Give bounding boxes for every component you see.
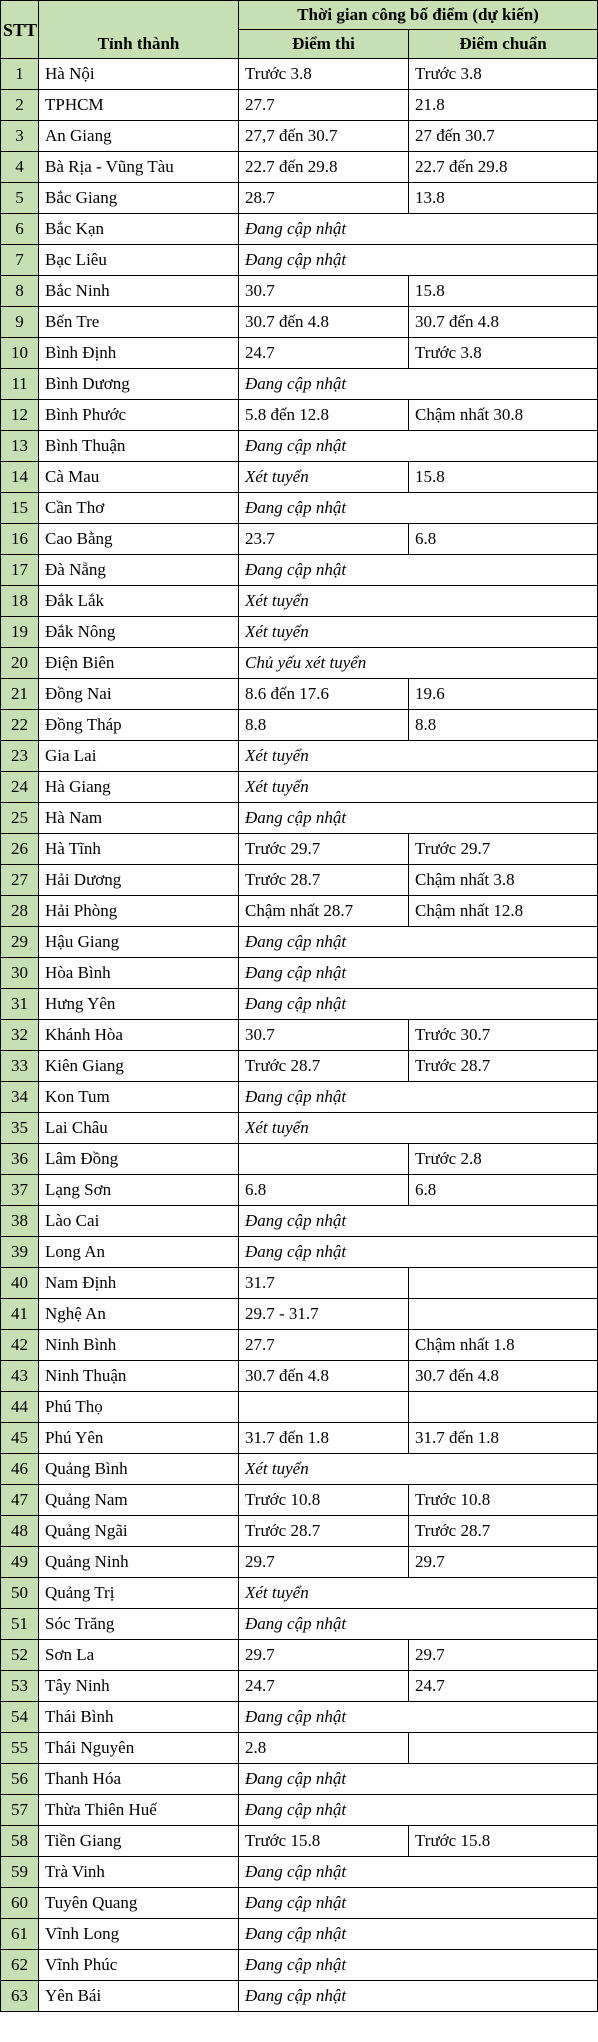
province-cell: Thanh Hóa bbox=[39, 1764, 239, 1795]
table-row bbox=[1, 648, 598, 679]
standard-score-cell: 29.7 bbox=[409, 1640, 598, 1671]
status-cell: Đang cập nhật bbox=[239, 1857, 598, 1888]
standard-score-cell: Trước 3.8 bbox=[409, 338, 598, 369]
table-row bbox=[1, 1609, 598, 1640]
table-row bbox=[1, 586, 598, 617]
stt-cell: 45 bbox=[1, 1423, 39, 1454]
table-row bbox=[1, 1299, 598, 1330]
table-row bbox=[1, 338, 598, 369]
exam-score-cell: Trước 3.8 bbox=[239, 59, 409, 90]
exam-score-cell: Trước 28.7 bbox=[239, 865, 409, 896]
status-cell: Đang cập nhật bbox=[239, 245, 598, 276]
province-cell: Bến Tre bbox=[39, 307, 239, 338]
province-cell: Quảng Nam bbox=[39, 1485, 239, 1516]
province-cell: Bình Định bbox=[39, 338, 239, 369]
stt-cell: 40 bbox=[1, 1268, 39, 1299]
stt-cell: 29 bbox=[1, 927, 39, 958]
table-row bbox=[1, 400, 598, 431]
province-cell: Hậu Giang bbox=[39, 927, 239, 958]
province-cell: Lai Châu bbox=[39, 1113, 239, 1144]
province-cell: Yên Bái bbox=[39, 1981, 239, 2012]
table-row bbox=[1, 741, 598, 772]
status-cell: Đang cập nhật bbox=[239, 927, 598, 958]
exam-score-cell: 8.6 đến 17.6 bbox=[239, 679, 409, 710]
exam-score-cell: 24.7 bbox=[239, 338, 409, 369]
status-cell: Đang cập nhật bbox=[239, 1919, 598, 1950]
province-cell: Cần Thơ bbox=[39, 493, 239, 524]
table-row bbox=[1, 834, 598, 865]
table-row bbox=[1, 710, 598, 741]
province-cell: Thái Nguyên bbox=[39, 1733, 239, 1764]
standard-score-cell: 27 đến 30.7 bbox=[409, 121, 598, 152]
table-row bbox=[1, 1826, 598, 1857]
standard-score-cell: Trước 15.8 bbox=[409, 1826, 598, 1857]
standard-score-cell bbox=[409, 1733, 598, 1764]
table-row bbox=[1, 307, 598, 338]
standard-score-cell: 21.8 bbox=[409, 90, 598, 121]
stt-cell: 43 bbox=[1, 1361, 39, 1392]
stt-cell: 59 bbox=[1, 1857, 39, 1888]
standard-score-cell: 30.7 đến 4.8 bbox=[409, 307, 598, 338]
exam-score-cell bbox=[239, 1144, 409, 1175]
province-cell: An Giang bbox=[39, 121, 239, 152]
table-row bbox=[1, 1268, 598, 1299]
province-cell: Hà Nội bbox=[39, 59, 239, 90]
province-cell: Nam Định bbox=[39, 1268, 239, 1299]
table-row bbox=[1, 1237, 598, 1268]
stt-cell: 6 bbox=[1, 214, 39, 245]
table-row bbox=[1, 1485, 598, 1516]
status-cell: Xét tuyển bbox=[239, 1113, 598, 1144]
table-row bbox=[1, 1020, 598, 1051]
table-row bbox=[1, 276, 598, 307]
status-cell: Đang cập nhật bbox=[239, 989, 598, 1020]
stt-cell: 46 bbox=[1, 1454, 39, 1485]
table-row bbox=[1, 1175, 598, 1206]
table-row bbox=[1, 1888, 598, 1919]
exam-score-cell: 30.7 bbox=[239, 1020, 409, 1051]
stt-cell: 42 bbox=[1, 1330, 39, 1361]
table-row bbox=[1, 1330, 598, 1361]
stt-cell: 5 bbox=[1, 183, 39, 214]
standard-score-cell: Trước 28.7 bbox=[409, 1516, 598, 1547]
stt-cell: 17 bbox=[1, 555, 39, 586]
exam-score-cell: 28.7 bbox=[239, 183, 409, 214]
stt-cell: 26 bbox=[1, 834, 39, 865]
table-row bbox=[1, 1361, 598, 1392]
stt-cell: 50 bbox=[1, 1578, 39, 1609]
standard-score-column-header: Điểm chuẩn bbox=[409, 30, 598, 59]
province-cell: Sơn La bbox=[39, 1640, 239, 1671]
table-row bbox=[1, 1516, 598, 1547]
table-row bbox=[1, 1671, 598, 1702]
stt-cell: 54 bbox=[1, 1702, 39, 1733]
stt-cell: 31 bbox=[1, 989, 39, 1020]
province-cell: Thừa Thiên Huế bbox=[39, 1795, 239, 1826]
province-cell: Nghệ An bbox=[39, 1299, 239, 1330]
stt-cell: 47 bbox=[1, 1485, 39, 1516]
stt-cell: 13 bbox=[1, 431, 39, 462]
stt-cell: 37 bbox=[1, 1175, 39, 1206]
table-row bbox=[1, 1144, 598, 1175]
standard-score-cell: 8.8 bbox=[409, 710, 598, 741]
province-cell: Bình Thuận bbox=[39, 431, 239, 462]
province-cell: Ninh Bình bbox=[39, 1330, 239, 1361]
province-cell: Tây Ninh bbox=[39, 1671, 239, 1702]
table-row bbox=[1, 1702, 598, 1733]
status-cell: Đang cập nhật bbox=[239, 1237, 598, 1268]
stt-cell: 11 bbox=[1, 369, 39, 400]
standard-score-cell: 22.7 đến 29.8 bbox=[409, 152, 598, 183]
province-cell: Bà Rịa - Vũng Tàu bbox=[39, 152, 239, 183]
status-cell: Đang cập nhật bbox=[239, 1950, 598, 1981]
province-cell: Phú Yên bbox=[39, 1423, 239, 1454]
status-cell: Đang cập nhật bbox=[239, 1702, 598, 1733]
exam-score-cell bbox=[239, 1392, 409, 1423]
province-cell: Bắc Ninh bbox=[39, 276, 239, 307]
exam-score-cell: 31.7 bbox=[239, 1268, 409, 1299]
table-row bbox=[1, 1578, 598, 1609]
standard-score-cell: Chậm nhất 1.8 bbox=[409, 1330, 598, 1361]
table-row bbox=[1, 1206, 598, 1237]
standard-score-cell: 6.8 bbox=[409, 1175, 598, 1206]
province-cell: Hà Giang bbox=[39, 772, 239, 803]
stt-cell: 20 bbox=[1, 648, 39, 679]
province-column-header: Tỉnh thành bbox=[39, 1, 239, 59]
standard-score-cell: 6.8 bbox=[409, 524, 598, 555]
province-cell: Hải Phòng bbox=[39, 896, 239, 927]
table-row bbox=[1, 245, 598, 276]
province-cell: Bình Dương bbox=[39, 369, 239, 400]
table-row bbox=[1, 59, 598, 90]
exam-score-cell: 24.7 bbox=[239, 1671, 409, 1702]
standard-score-cell: Chậm nhất 3.8 bbox=[409, 865, 598, 896]
status-cell: Đang cập nhật bbox=[239, 1082, 598, 1113]
exam-score-cell: Trước 15.8 bbox=[239, 1826, 409, 1857]
table-row bbox=[1, 1795, 598, 1826]
exam-score-cell: 27.7 bbox=[239, 90, 409, 121]
stt-cell: 3 bbox=[1, 121, 39, 152]
exam-score-cell: 8.8 bbox=[239, 710, 409, 741]
exam-score-cell: 29.7 - 31.7 bbox=[239, 1299, 409, 1330]
province-cell: Cao Bằng bbox=[39, 524, 239, 555]
table-row bbox=[1, 989, 598, 1020]
stt-cell: 49 bbox=[1, 1547, 39, 1578]
stt-cell: 7 bbox=[1, 245, 39, 276]
status-cell: Xét tuyển bbox=[239, 617, 598, 648]
exam-score-cell: 27.7 bbox=[239, 1330, 409, 1361]
exam-score-column-header: Điểm thi bbox=[239, 30, 409, 59]
stt-cell: 32 bbox=[1, 1020, 39, 1051]
stt-cell: 22 bbox=[1, 710, 39, 741]
exam-score-cell: 30.7 bbox=[239, 276, 409, 307]
status-cell: Đang cập nhật bbox=[239, 1981, 598, 2012]
stt-cell: 10 bbox=[1, 338, 39, 369]
stt-cell: 1 bbox=[1, 59, 39, 90]
stt-cell: 44 bbox=[1, 1392, 39, 1423]
exam-score-cell: 23.7 bbox=[239, 524, 409, 555]
stt-cell: 36 bbox=[1, 1144, 39, 1175]
province-cell: Quảng Bình bbox=[39, 1454, 239, 1485]
table-body bbox=[1, 59, 598, 2012]
standard-score-cell bbox=[409, 1299, 598, 1330]
table-row bbox=[1, 1857, 598, 1888]
stt-cell: 52 bbox=[1, 1640, 39, 1671]
stt-cell: 51 bbox=[1, 1609, 39, 1640]
province-cell: Quảng Ninh bbox=[39, 1547, 239, 1578]
stt-cell: 61 bbox=[1, 1919, 39, 1950]
province-cell: Sóc Trăng bbox=[39, 1609, 239, 1640]
exam-score-cell: 5.8 đến 12.8 bbox=[239, 400, 409, 431]
province-cell: Phú Thọ bbox=[39, 1392, 239, 1423]
stt-cell: 56 bbox=[1, 1764, 39, 1795]
stt-cell: 14 bbox=[1, 462, 39, 493]
province-cell: Lạng Sơn bbox=[39, 1175, 239, 1206]
stt-column-header: STT bbox=[1, 1, 39, 59]
status-cell: Đang cập nhật bbox=[239, 555, 598, 586]
province-cell: Vĩnh Long bbox=[39, 1919, 239, 1950]
standard-score-cell: 29.7 bbox=[409, 1547, 598, 1578]
table-row bbox=[1, 1764, 598, 1795]
province-cell: TPHCM bbox=[39, 90, 239, 121]
table-row bbox=[1, 431, 598, 462]
province-cell: Đắk Nông bbox=[39, 617, 239, 648]
province-cell: Đà Nẵng bbox=[39, 555, 239, 586]
stt-cell: 41 bbox=[1, 1299, 39, 1330]
stt-cell: 57 bbox=[1, 1795, 39, 1826]
standard-score-cell: 30.7 đến 4.8 bbox=[409, 1361, 598, 1392]
standard-score-cell: 15.8 bbox=[409, 276, 598, 307]
status-cell: Xét tuyển bbox=[239, 741, 598, 772]
province-cell: Kon Tum bbox=[39, 1082, 239, 1113]
table-row bbox=[1, 493, 598, 524]
stt-cell: 60 bbox=[1, 1888, 39, 1919]
table-row bbox=[1, 772, 598, 803]
status-cell: Đang cập nhật bbox=[239, 493, 598, 524]
exam-score-cell: 30.7 đến 4.8 bbox=[239, 1361, 409, 1392]
province-cell: Kiên Giang bbox=[39, 1051, 239, 1082]
stt-cell: 35 bbox=[1, 1113, 39, 1144]
stt-cell: 9 bbox=[1, 307, 39, 338]
table-row bbox=[1, 524, 598, 555]
table-row bbox=[1, 865, 598, 896]
table-row bbox=[1, 617, 598, 648]
province-cell: Đồng Tháp bbox=[39, 710, 239, 741]
table-row bbox=[1, 462, 598, 493]
province-cell: Khánh Hòa bbox=[39, 1020, 239, 1051]
province-cell: Đồng Nai bbox=[39, 679, 239, 710]
table-row bbox=[1, 214, 598, 245]
stt-cell: 27 bbox=[1, 865, 39, 896]
stt-cell: 55 bbox=[1, 1733, 39, 1764]
status-cell: Xét tuyển bbox=[239, 1578, 598, 1609]
table-row bbox=[1, 1423, 598, 1454]
stt-cell: 4 bbox=[1, 152, 39, 183]
exam-score-cell: Xét tuyển bbox=[239, 462, 409, 493]
province-cell: Tiền Giang bbox=[39, 1826, 239, 1857]
standard-score-cell: Trước 3.8 bbox=[409, 59, 598, 90]
stt-cell: 25 bbox=[1, 803, 39, 834]
province-cell: Hưng Yên bbox=[39, 989, 239, 1020]
table-row bbox=[1, 1640, 598, 1671]
stt-cell: 58 bbox=[1, 1826, 39, 1857]
exam-score-cell: Trước 28.7 bbox=[239, 1051, 409, 1082]
table-header bbox=[1, 1, 598, 59]
status-cell: Đang cập nhật bbox=[239, 1888, 598, 1919]
exam-score-cell: 2.8 bbox=[239, 1733, 409, 1764]
table-row bbox=[1, 1113, 598, 1144]
table-row bbox=[1, 121, 598, 152]
table-row bbox=[1, 1733, 598, 1764]
exam-score-cell: Trước 29.7 bbox=[239, 834, 409, 865]
table-row bbox=[1, 1392, 598, 1423]
standard-score-cell: Trước 29.7 bbox=[409, 834, 598, 865]
standard-score-cell: 15.8 bbox=[409, 462, 598, 493]
exam-score-cell: 31.7 đến 1.8 bbox=[239, 1423, 409, 1454]
table-row bbox=[1, 679, 598, 710]
stt-cell: 12 bbox=[1, 400, 39, 431]
stt-cell: 23 bbox=[1, 741, 39, 772]
stt-cell: 30 bbox=[1, 958, 39, 989]
province-cell: Ninh Thuận bbox=[39, 1361, 239, 1392]
standard-score-cell: 31.7 đến 1.8 bbox=[409, 1423, 598, 1454]
table-row bbox=[1, 1454, 598, 1485]
stt-cell: 39 bbox=[1, 1237, 39, 1268]
province-cell: Hòa Bình bbox=[39, 958, 239, 989]
province-cell: Gia Lai bbox=[39, 741, 239, 772]
province-cell: Bạc Liêu bbox=[39, 245, 239, 276]
standard-score-cell: Trước 30.7 bbox=[409, 1020, 598, 1051]
province-cell: Đắk Lắk bbox=[39, 586, 239, 617]
standard-score-cell bbox=[409, 1392, 598, 1423]
stt-cell: 16 bbox=[1, 524, 39, 555]
standard-score-cell: Chậm nhất 12.8 bbox=[409, 896, 598, 927]
standard-score-cell: 19.6 bbox=[409, 679, 598, 710]
province-cell: Lào Cai bbox=[39, 1206, 239, 1237]
standard-score-cell: Chậm nhất 30.8 bbox=[409, 400, 598, 431]
province-cell: Hà Tĩnh bbox=[39, 834, 239, 865]
stt-cell: 24 bbox=[1, 772, 39, 803]
province-cell: Thái Bình bbox=[39, 1702, 239, 1733]
table-row bbox=[1, 927, 598, 958]
standard-score-cell: 24.7 bbox=[409, 1671, 598, 1702]
table-row bbox=[1, 1082, 598, 1113]
status-cell: Xét tuyển bbox=[239, 772, 598, 803]
stt-cell: 48 bbox=[1, 1516, 39, 1547]
stt-cell: 62 bbox=[1, 1950, 39, 1981]
status-cell: Đang cập nhật bbox=[239, 369, 598, 400]
status-cell: Đang cập nhật bbox=[239, 1795, 598, 1826]
table-row bbox=[1, 1051, 598, 1082]
status-cell: Đang cập nhật bbox=[239, 214, 598, 245]
status-cell: Xét tuyển bbox=[239, 586, 598, 617]
table-row bbox=[1, 369, 598, 400]
exam-score-cell: 22.7 đến 29.8 bbox=[239, 152, 409, 183]
table-row bbox=[1, 896, 598, 927]
table-row bbox=[1, 1919, 598, 1950]
province-cell: Hải Dương bbox=[39, 865, 239, 896]
status-cell: Đang cập nhật bbox=[239, 1609, 598, 1640]
province-cell: Cà Mau bbox=[39, 462, 239, 493]
table-row bbox=[1, 958, 598, 989]
status-cell: Đang cập nhật bbox=[239, 958, 598, 989]
exam-score-cell: 30.7 đến 4.8 bbox=[239, 307, 409, 338]
status-cell: Đang cập nhật bbox=[239, 1206, 598, 1237]
table-row bbox=[1, 183, 598, 214]
exam-score-cell: 29.7 bbox=[239, 1640, 409, 1671]
stt-cell: 21 bbox=[1, 679, 39, 710]
table-row bbox=[1, 555, 598, 586]
stt-cell: 19 bbox=[1, 617, 39, 648]
province-cell: Lâm Đồng bbox=[39, 1144, 239, 1175]
province-cell: Bắc Giang bbox=[39, 183, 239, 214]
table-row bbox=[1, 90, 598, 121]
province-cell: Tuyên Quang bbox=[39, 1888, 239, 1919]
province-cell: Hà Nam bbox=[39, 803, 239, 834]
standard-score-cell: Trước 10.8 bbox=[409, 1485, 598, 1516]
stt-cell: 34 bbox=[1, 1082, 39, 1113]
exam-score-cell: 6.8 bbox=[239, 1175, 409, 1206]
status-cell: Xét tuyển bbox=[239, 1454, 598, 1485]
stt-cell: 8 bbox=[1, 276, 39, 307]
publish-time-group-header: Thời gian công bố điểm (dự kiến) bbox=[239, 1, 598, 30]
stt-cell: 38 bbox=[1, 1206, 39, 1237]
stt-cell: 28 bbox=[1, 896, 39, 927]
province-cell: Bình Phước bbox=[39, 400, 239, 431]
table-row bbox=[1, 803, 598, 834]
status-cell: Đang cập nhật bbox=[239, 803, 598, 834]
exam-score-cell: 27,7 đến 30.7 bbox=[239, 121, 409, 152]
table-row bbox=[1, 1950, 598, 1981]
exam-score-cell: Trước 28.7 bbox=[239, 1516, 409, 1547]
status-cell: Đang cập nhật bbox=[239, 431, 598, 462]
exam-score-cell: Chậm nhất 28.7 bbox=[239, 896, 409, 927]
province-cell: Trà Vinh bbox=[39, 1857, 239, 1888]
exam-score-cell: Trước 10.8 bbox=[239, 1485, 409, 1516]
province-cell: Vĩnh Phúc bbox=[39, 1950, 239, 1981]
province-cell: Quảng Ngãi bbox=[39, 1516, 239, 1547]
standard-score-cell bbox=[409, 1268, 598, 1299]
stt-cell: 33 bbox=[1, 1051, 39, 1082]
status-cell: Đang cập nhật bbox=[239, 1764, 598, 1795]
table-row bbox=[1, 152, 598, 183]
province-cell: Quảng Trị bbox=[39, 1578, 239, 1609]
stt-cell: 53 bbox=[1, 1671, 39, 1702]
standard-score-cell: 13.8 bbox=[409, 183, 598, 214]
stt-cell: 63 bbox=[1, 1981, 39, 2012]
province-cell: Long An bbox=[39, 1237, 239, 1268]
status-cell: Chủ yếu xét tuyển bbox=[239, 648, 598, 679]
exam-score-cell: 29.7 bbox=[239, 1547, 409, 1578]
stt-cell: 2 bbox=[1, 90, 39, 121]
stt-cell: 18 bbox=[1, 586, 39, 617]
standard-score-cell: Trước 2.8 bbox=[409, 1144, 598, 1175]
stt-cell: 15 bbox=[1, 493, 39, 524]
table-row bbox=[1, 1981, 598, 2012]
province-cell: Bắc Kạn bbox=[39, 214, 239, 245]
province-cell: Điện Biên bbox=[39, 648, 239, 679]
table-row bbox=[1, 1547, 598, 1578]
standard-score-cell: Trước 28.7 bbox=[409, 1051, 598, 1082]
